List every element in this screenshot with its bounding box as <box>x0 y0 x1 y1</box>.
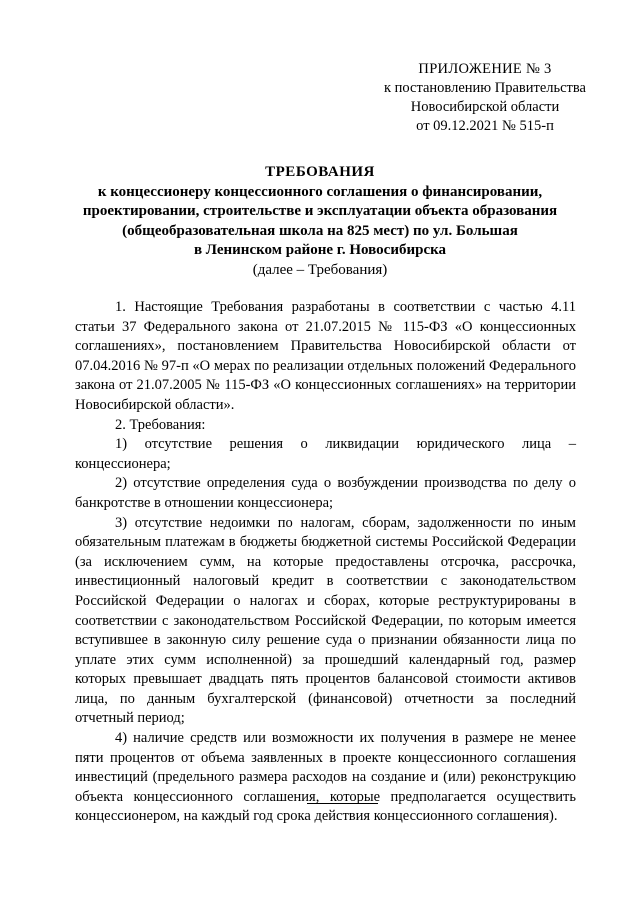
paragraph: 1. Настоящие Требования разработаны в соответствии с частью 4.11 статьи 37 Федерального закона от 21.07.2015 № 115-ФЗ «О концессионных соглашениях», постановлением Правительства Новосибирской области от 07.04.2016 № 97-п «О мерах по реализации отдельных положений Федерального закона от 21.07.2005 № 115-ФЗ «О концессионных соглашениях» на территории Новосибирской области». <box>75 299 576 413</box>
heading-note: (далее – Требования) <box>252 261 388 278</box>
document-body <box>75 298 576 827</box>
paragraph: 2. Требования: <box>115 416 206 433</box>
heading-line: в Ленинском районе г. Новосибирска <box>193 242 447 258</box>
appendix-line: от 09.12.2021 № 515-п <box>416 118 554 134</box>
paragraph: 1) отсутствие решения о ликвидации юридического лица – концессионера; <box>75 436 576 472</box>
appendix-line: к постановлению Правительства <box>384 80 586 96</box>
heading-line: (общеобразовательная школа на 825 мест) по ул. Большая <box>122 222 518 239</box>
end-divider <box>307 803 378 804</box>
heading-line: к концессионеру концессионного соглашения о финансировании, <box>97 183 543 200</box>
heading-title: ТРЕБОВАНИЯ <box>265 164 375 180</box>
heading-line: проектировании, строительстве и эксплуатации объекта образования <box>82 203 558 219</box>
appendix-block <box>380 60 590 136</box>
appendix-title: ПРИЛОЖЕНИЕ № 3 <box>418 61 552 77</box>
paragraph: 4) наличие средств или возможности их получения в размере не менее пяти процентов от объема заявленных в проекте концессионного соглашения инвестиций (предельного размера расходов на создание и (или) реконструкцию объекта концессионного соглашения, которые предполагается осуществить концессионером, на каждый год срока действия концессионного соглашения). <box>75 730 576 825</box>
document-heading <box>60 163 580 280</box>
paragraph: 2) отсутствие определения суда о возбуждении производства по делу о банкротстве в отношении концессионера; <box>75 475 576 511</box>
appendix-line: Новосибирской области <box>410 99 560 115</box>
paragraph: 3) отсутствие недоимки по налогам, сборам, задолженности по иным обязательным платежам в бюджеты бюджетной системы Российской Федерации (за исключением сумм, на которые предоставлены отсрочка, рассрочка, инвестиционный налоговый кредит в соответствии с законодательством Российской Федерации о налогах и сборах, которые реструктурированы в соответствии с законодательством Российской Федерации, по которым имеется вступившее в законную силу решение суда о признании обязанности лица по уплате этих сумм исполненной) за прошедший календарный год, размер которых превышает двадцать пять процентов балансовой стоимости активов лица, по данным бухгалтерской (финансовой) отчетности за последний отчетный период; <box>75 514 576 727</box>
